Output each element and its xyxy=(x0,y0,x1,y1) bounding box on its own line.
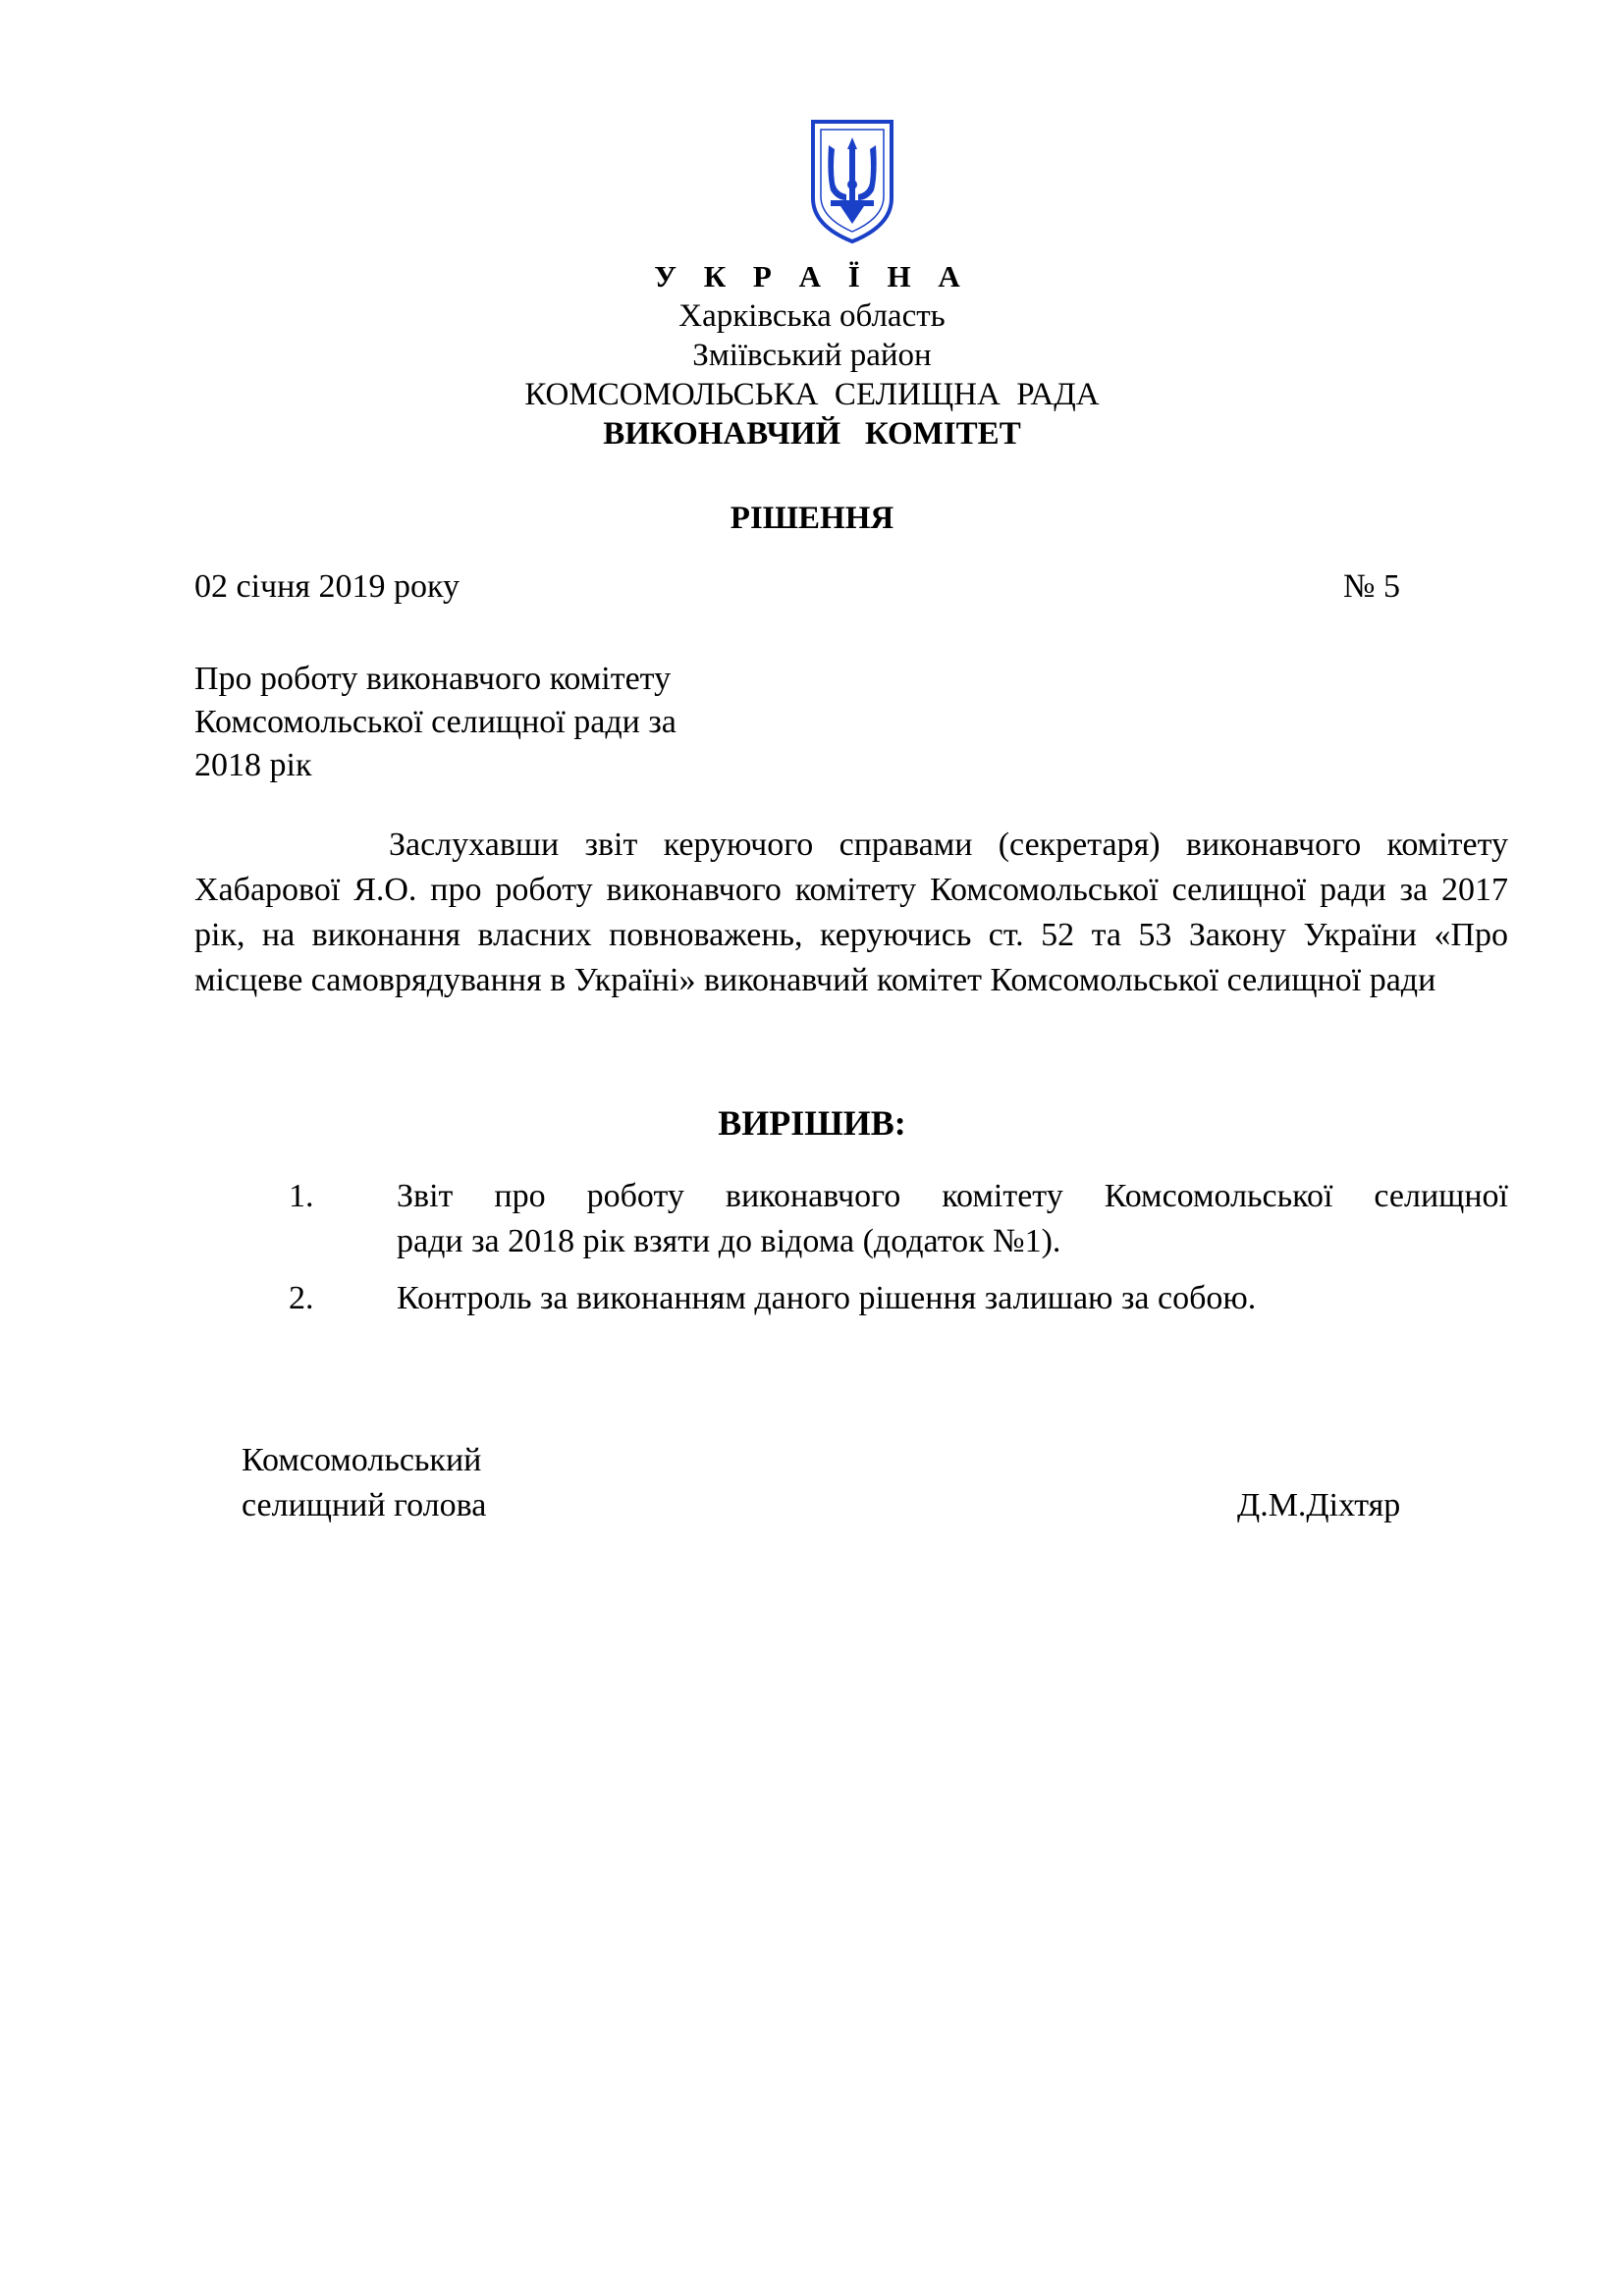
region-line: Харківська область xyxy=(678,298,946,334)
item-number: 1. xyxy=(289,1178,314,1214)
council-line: КОМСОМОЛЬСЬКА СЕЛИЩНА РАДА xyxy=(524,377,1100,412)
subject-line: Про роботу виконавчого комітету xyxy=(194,661,672,697)
district-line: Зміївський район xyxy=(692,338,932,373)
country-heading: У К Р А Ї Н А xyxy=(654,259,970,294)
item-text: Звіт про роботу виконавчого комітету Комсомольської селищної xyxy=(397,1178,1508,1214)
signatory-name: Д.М.Діхтяр xyxy=(1237,1487,1401,1523)
coat-of-arms-icon xyxy=(807,116,897,245)
subject-line: Комсомольської селищної ради за xyxy=(194,704,677,740)
document-number: № 5 xyxy=(1343,568,1400,605)
decided-heading: ВИРІШИВ: xyxy=(718,1103,906,1143)
document-date: 02 січня 2019 року xyxy=(194,568,460,605)
signature-title: Комсомольський xyxy=(242,1442,482,1478)
subject-line: 2018 рік xyxy=(194,747,312,783)
committee-line: ВИКОНАВЧИЙ КОМІТЕТ xyxy=(603,416,1021,452)
document-type: РІШЕННЯ xyxy=(730,501,894,536)
item-text: Контроль за виконанням даного рішення залишаю за собою. xyxy=(397,1280,1257,1316)
item-text: ради за 2018 рік взяти до відома (додаток №1). xyxy=(397,1223,1061,1259)
preamble-paragraph: Заслухавши звіт керуючого справами (секретаря) виконавчого комітету Хабарової Я.О. про роботу виконавчого комітету Комсомольської селищної ради за 2017 рік, на виконання власних повноважень, керуючись ст. 52 та 53 Закону України «Про місцеве самоврядування в Україні» виконавчий комітет Комсомольської селищної ради xyxy=(194,827,1508,998)
signature-title: селищний голова xyxy=(242,1487,487,1523)
item-number: 2. xyxy=(289,1280,314,1316)
